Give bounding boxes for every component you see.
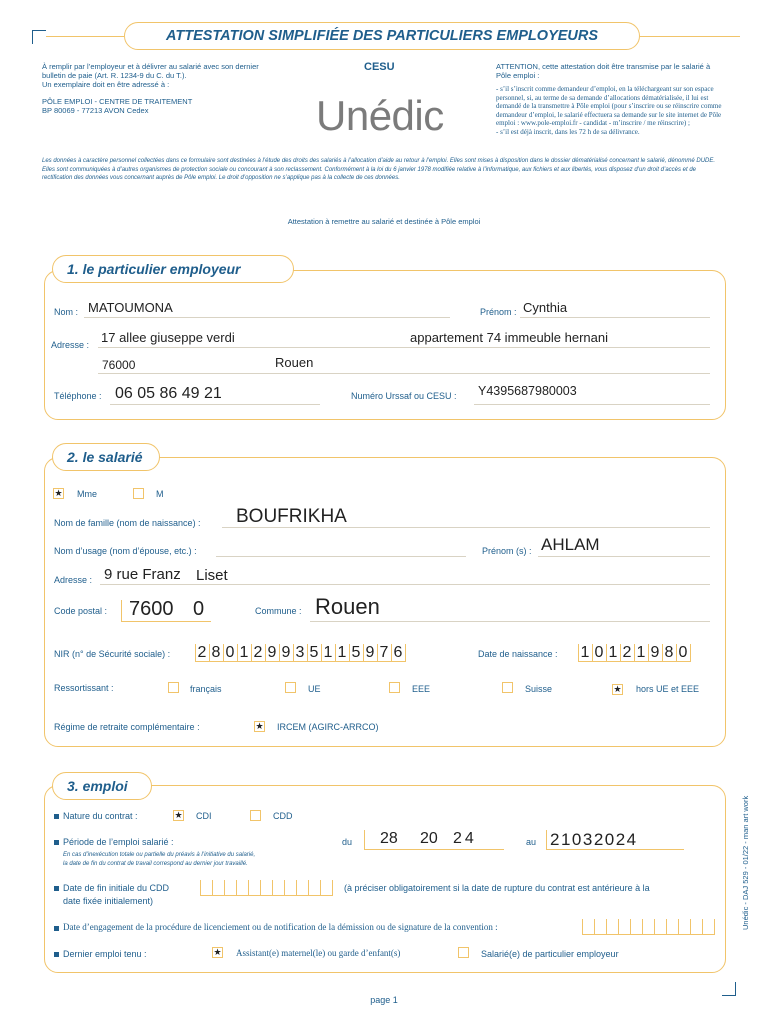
corner-mark-top-left xyxy=(32,30,46,44)
engagement-label: Date d’engagement de la procédure de licenciement ou de notification de la démission ou de signature de la convention : xyxy=(63,922,498,932)
digit-cell[interactable]: 1 xyxy=(322,644,336,662)
du-label: du xyxy=(342,837,353,847)
employer-prenom-value[interactable]: Cynthia xyxy=(523,300,568,315)
employer-adresse-line2 xyxy=(98,373,710,374)
nature-bullet xyxy=(54,814,59,819)
employer-adresse-line1 xyxy=(98,347,710,348)
cp-value-2[interactable]: 0 xyxy=(193,598,205,620)
periode-note-1: En cas d’inexécution totale ou partielle du préavis à l’initiative du salarié, xyxy=(63,852,256,858)
nom-famille-label: Nom de famille (nom de naissance) : xyxy=(54,518,201,528)
mme-label: Mme xyxy=(77,489,97,499)
employer-cp-value[interactable]: 76000 xyxy=(102,358,136,372)
nom-famille-line xyxy=(222,527,710,528)
cesu-label: CESU xyxy=(364,61,395,73)
assistant-label: Assistant(e) maternel(le) ou garde d’enfant(s) xyxy=(236,948,401,958)
cdi-checkbox[interactable]: ★ xyxy=(174,810,183,820)
copy-text: Un exemplaire doit en être adressé à : xyxy=(42,80,170,89)
periode-note-2: la date de fin du contrat de travail correspond au dernier jour travaillé. xyxy=(63,861,248,867)
corner-mark-bottom-right xyxy=(722,982,736,996)
dob-label: Date de naissance : xyxy=(478,649,558,659)
nir-digits[interactable] xyxy=(195,644,406,662)
nom-famille-value[interactable]: BOUFRIKHA xyxy=(236,506,347,527)
section-employer-title: 1. le particulier employeur xyxy=(52,255,294,283)
digit-cell[interactable]: 8 xyxy=(210,644,224,662)
employer-tel-line xyxy=(110,404,320,405)
eee-label: EEE xyxy=(412,684,431,694)
digit-cell[interactable]: 9 xyxy=(266,644,280,662)
address-line-2: BP 80069 - 77213 AVON Cedex xyxy=(42,106,149,115)
au-label: au xyxy=(526,837,537,847)
au-value[interactable]: 21032024 xyxy=(550,830,638,849)
commune-value[interactable]: Rouen xyxy=(315,594,380,619)
digit-cell[interactable]: 0 xyxy=(593,644,607,662)
employer-urssaf-label: Numéro Urssaf ou CESU : xyxy=(351,391,457,401)
employer-prenom-line xyxy=(520,317,710,318)
digit-cell[interactable]: 9 xyxy=(280,644,294,662)
periode-label: Période de l’emploi salarié : xyxy=(63,837,174,847)
digit-cell[interactable]: 3 xyxy=(294,644,308,662)
digit-cell[interactable]: 2 xyxy=(196,644,210,662)
dernier-bullet xyxy=(54,952,59,957)
dernier-label: Dernier emploi tenu : xyxy=(63,949,147,959)
attention-bullet-1: - s’il s’inscrit comme demandeur d’emploi, en la téléchargeant sur son espace personnel, si, au terme de sa demande d’allocations dématérialisée, il lui est demandé de la transmettre à Pôle emploi (pour s’inscrire ou se réinscrire comme demandeur d’emploi, le salarié effectuera sa demande sur le site internet de Pôle emploi : www.pole-emploi.fr - candidat - m’inscrire / me réinscrire) ; xyxy=(496,85,722,128)
form-title: ATTESTATION SIMPLIFIÉE DES PARTICULIERS EMPLOYEURS xyxy=(124,22,640,50)
nom-usage-label: Nom d’usage (nom d’épouse, etc.) : xyxy=(54,546,197,556)
digit-cell[interactable]: 0 xyxy=(224,644,238,662)
digit-cell[interactable]: 5 xyxy=(308,644,322,662)
left-intro xyxy=(42,62,282,115)
salarie-pe-label: Salarié(e) de particulier employeur xyxy=(481,949,619,959)
section-job xyxy=(44,785,726,973)
attention-text: ATTENTION, cette attestation doit être transmise par le salarié à Pôle emploi : xyxy=(496,62,711,80)
employer-adresse1-value[interactable]: 17 allee giuseppe verdi xyxy=(101,330,235,345)
eee-checkbox[interactable] xyxy=(389,682,400,693)
fin-cdd-label-1: Date de fin initiale du CDD xyxy=(63,883,170,893)
dob-digits[interactable] xyxy=(578,644,691,662)
commune-line xyxy=(310,621,710,622)
du-value-day[interactable]: 28 xyxy=(380,830,398,847)
side-reference-text: Unédic - DAJ 529 - 01/22 - man art work xyxy=(741,795,750,930)
employer-nom-value[interactable]: MATOUMONA xyxy=(88,300,173,315)
prenoms-value[interactable]: AHLAM xyxy=(541,535,600,554)
cp-value-1[interactable]: 7600 xyxy=(129,598,174,620)
digit-cell[interactable]: 1 xyxy=(607,644,621,662)
employer-adresse2-value[interactable]: appartement 74 immeuble hernani xyxy=(410,330,609,345)
cp-box xyxy=(121,600,211,622)
intro-text: À remplir par l’employeur et à délivrer au salarié avec son dernier bulletin de paie (Art. R. 1234-9 du C. du T.). xyxy=(42,62,259,80)
digit-cell[interactable]: 5 xyxy=(350,644,364,662)
digit-cell[interactable]: 6 xyxy=(392,644,406,662)
digit-cell[interactable]: 1 xyxy=(579,644,593,662)
side-reference xyxy=(741,740,750,930)
digit-cell[interactable]: 8 xyxy=(663,644,677,662)
assistant-checkbox[interactable]: ★ xyxy=(213,947,222,957)
nir-label: NIR (n° de Sécurité sociale) : xyxy=(54,649,171,659)
digit-cell[interactable]: 2 xyxy=(621,644,635,662)
nom-usage-line xyxy=(216,556,466,557)
right-attention xyxy=(496,62,726,80)
fin-cdd-bullet xyxy=(54,886,59,891)
address-line-1: PÔLE EMPLOI - CENTRE DE TRAITEMENT xyxy=(42,97,193,106)
employer-nom-label: Nom : xyxy=(54,307,79,317)
employer-tel-label: Téléphone : xyxy=(54,391,102,401)
page-number: page 1 xyxy=(370,995,398,1005)
employee-adresse-value-2[interactable]: Liset xyxy=(196,567,228,584)
ue-label: UE xyxy=(308,684,321,694)
m-label: M xyxy=(156,489,164,499)
ircem-label: IRCEM (AGIRC-ARRCO) xyxy=(277,722,379,732)
commune-label: Commune : xyxy=(255,606,302,616)
ue-checkbox[interactable] xyxy=(285,682,296,693)
section-job-title: 3. emploi xyxy=(52,772,152,800)
nature-label: Nature du contrat : xyxy=(63,811,138,821)
salarie-pe-checkbox[interactable] xyxy=(458,947,469,958)
du-value-year[interactable]: 24 xyxy=(453,830,477,847)
digit-cell[interactable]: 9 xyxy=(364,644,378,662)
m-checkbox[interactable] xyxy=(133,488,144,499)
cdi-label: CDI xyxy=(196,811,212,821)
employee-adresse-line xyxy=(100,584,710,585)
francais-label: français xyxy=(190,684,222,694)
engagement-bullet xyxy=(54,926,59,931)
fin-cdd-label-2: date fixée initialement) xyxy=(63,896,154,906)
employer-ville-value[interactable]: Rouen xyxy=(275,355,314,370)
fin-cdd-note: (à préciser obligatoirement si la date de rupture du contrat est antérieure à la xyxy=(344,883,650,893)
unedic-logo: Unédic xyxy=(316,92,444,139)
cp-label: Code postal : xyxy=(54,606,108,616)
ressortissant-label: Ressortissant : xyxy=(54,683,114,693)
periode-bullet xyxy=(54,840,59,845)
digit-cell[interactable]: 2 xyxy=(252,644,266,662)
prenoms-label: Prénom (s) : xyxy=(482,546,532,556)
hors-ue-checkbox[interactable]: ★ xyxy=(613,684,622,694)
cdd-label: CDD xyxy=(273,811,293,821)
digit-cell[interactable]: 1 xyxy=(238,644,252,662)
header-line-right xyxy=(640,36,740,37)
fin-cdd-boxes[interactable] xyxy=(200,880,333,896)
cdd-checkbox[interactable] xyxy=(250,810,261,821)
employer-prenom-label: Prénom : xyxy=(480,307,517,317)
employer-tel-value[interactable]: 06 05 86 49 21 xyxy=(115,385,222,402)
employer-adresse-label: Adresse : xyxy=(51,340,90,350)
employee-adresse-label: Adresse : xyxy=(54,575,93,585)
attention-bullet-2: - s’il est déjà inscrit, dans les 72 h de sa délivrance. xyxy=(496,127,640,136)
digit-cell[interactable]: 7 xyxy=(378,644,392,662)
prenoms-line xyxy=(538,556,710,557)
employer-urssaf-line xyxy=(474,404,710,405)
digit-cell[interactable]: 9 xyxy=(649,644,663,662)
section-employee-title: 2. le salarié xyxy=(52,443,160,471)
hors-ue-label: hors UE et EEE xyxy=(636,684,700,694)
suisse-checkbox[interactable] xyxy=(502,682,513,693)
employee-adresse-value-1[interactable]: 9 rue Franz xyxy=(104,566,181,583)
digit-cell[interactable]: 1 xyxy=(635,644,649,662)
francais-checkbox[interactable] xyxy=(168,682,179,693)
remit-notice: Attestation à remettre au salarié et destinée à Pôle emploi xyxy=(287,217,481,226)
digit-cell[interactable]: 0 xyxy=(677,644,691,662)
suisse-label: Suisse xyxy=(525,684,553,694)
employer-nom-line xyxy=(84,317,450,318)
du-value-month[interactable]: 20 xyxy=(420,830,438,847)
header-line-left xyxy=(46,36,124,37)
regime-label: Régime de retraite complémentaire : xyxy=(54,722,200,732)
privacy-notice: Les données à caractère personnel collectées dans ce formulaire sont destinées à l’étude des droits des salariés à l’allocation d’aide au retour à l’emploi. Elles sont mises à disposition dans le dossier dématérialisé concernant le salarié, dénommé DUDE. Elles sont communiquées à d’autres organismes de protection sociale ou concourant à son reclassement. Conformément à la loi du 6 janvier 1978 modifiée relative à l’informatique, aux fichiers et aux libertés, vous disposez d’un droit d’accès et de rectification des données vous concernant auprès de Pôle emploi. Le droit d’opposition ne s’applique pas à la collecte de ces données. xyxy=(42,158,716,181)
employer-urssaf-value[interactable]: Y4395687980003 xyxy=(478,384,577,398)
mme-checkbox[interactable]: ★ xyxy=(54,488,63,498)
engagement-boxes[interactable] xyxy=(582,919,715,935)
right-bullets xyxy=(496,85,724,137)
ircem-checkbox[interactable]: ★ xyxy=(255,721,264,731)
digit-cell[interactable]: 1 xyxy=(336,644,350,662)
